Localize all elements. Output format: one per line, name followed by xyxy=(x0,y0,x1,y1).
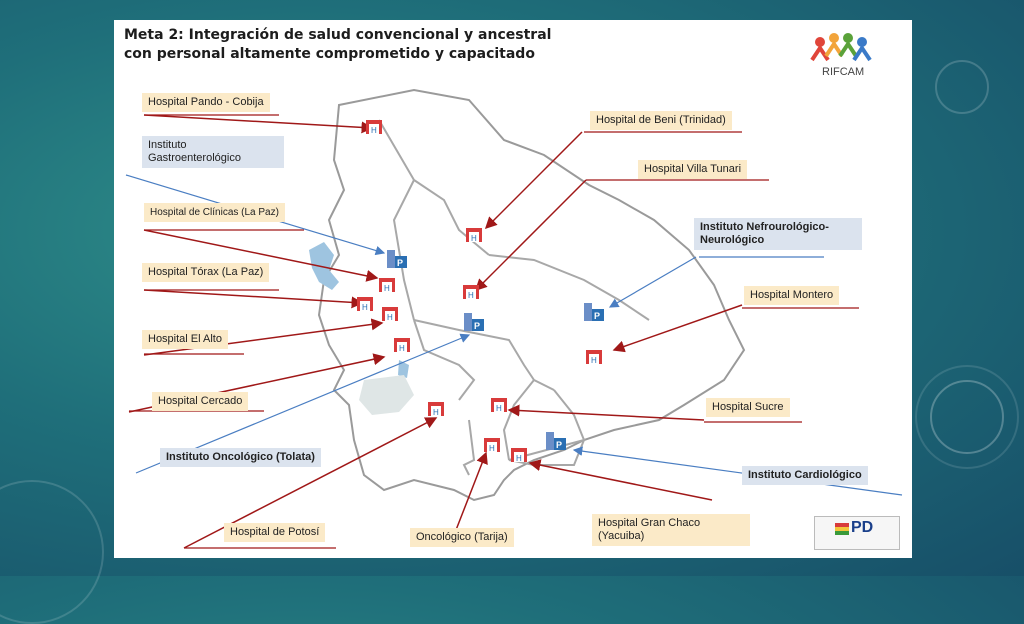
label-line: Gastroenterológico xyxy=(148,152,241,164)
svg-text:H: H xyxy=(371,126,377,135)
label-hospital-potosi: Hospital de Potosí xyxy=(224,523,325,542)
hospital-building-icon xyxy=(379,278,395,293)
hospital-building-icon xyxy=(466,228,482,243)
svg-text:H: H xyxy=(489,444,495,453)
hospital-building-icon xyxy=(491,398,507,413)
hospital-building-icon xyxy=(511,448,527,463)
svg-text:H: H xyxy=(496,404,502,413)
label-hospital-villa-tunari: Hospital Villa Tunari xyxy=(638,160,747,179)
svg-text:P: P xyxy=(556,440,563,450)
svg-text:H: H xyxy=(387,313,393,322)
label-hospital-montero: Hospital Montero xyxy=(744,286,839,305)
svg-text:H: H xyxy=(591,356,597,365)
svg-text:H: H xyxy=(468,291,474,300)
label-line: Instituto xyxy=(148,139,187,151)
label-instituto-cardiologico: Instituto Cardiológico xyxy=(742,466,868,485)
people-logo-icon xyxy=(806,30,876,66)
label-hospital-el-alto: Hospital El Alto xyxy=(142,330,228,349)
svg-text:H: H xyxy=(362,303,368,312)
label-line: Neurológico xyxy=(700,234,765,246)
label-hospital-pando: Hospital Pando - Cobija xyxy=(142,93,270,112)
hospital-building-icon xyxy=(586,350,602,365)
label-line: Hospital Gran Chaco xyxy=(598,517,701,529)
label-hospital-sucre: Hospital Sucre xyxy=(706,398,790,417)
svg-text:H: H xyxy=(399,344,405,353)
hospital-building-icon xyxy=(357,297,373,312)
label-hospital-gran-chaco xyxy=(592,514,750,546)
decorative-circle xyxy=(0,480,104,624)
svg-text:P: P xyxy=(594,311,601,321)
label-oncologico-tarija: Oncológico (Tarija) xyxy=(410,528,514,547)
title-line-2: con personal altamente comprometido y capacitado xyxy=(124,46,535,62)
svg-text:H: H xyxy=(384,284,390,293)
svg-text:H: H xyxy=(516,454,522,463)
rifcam-logo xyxy=(806,30,876,85)
country-outline xyxy=(319,90,744,500)
label-hospital-beni: Hospital de Beni (Trinidad) xyxy=(590,111,732,130)
hospital-building-icon xyxy=(394,338,410,353)
pd-logo-text: PD xyxy=(851,519,874,536)
label-instituto-gastroenterologico xyxy=(142,136,284,168)
svg-text:P: P xyxy=(474,321,481,331)
label-instituto-oncologico-tolata: Instituto Oncológico (Tolata) xyxy=(160,448,321,467)
hospital-building-icon xyxy=(484,438,500,453)
pd-logo xyxy=(814,516,900,550)
label-hospital-torax: Hospital Tórax (La Paz) xyxy=(142,263,269,282)
svg-text:H: H xyxy=(471,234,477,243)
title-line-1: Meta 2: Integración de salud convencional y ancestral xyxy=(124,27,552,43)
label-hospital-cercado: Hospital Cercado xyxy=(152,392,248,411)
label-hospital-clinicas: Hospital de Clínicas (La Paz) xyxy=(144,203,285,222)
label-instituto-nefrourologico xyxy=(694,218,862,250)
svg-text:H: H xyxy=(433,408,439,417)
hospital-building-icon xyxy=(382,307,398,322)
decorative-circle xyxy=(935,60,989,114)
label-line: Instituto Nefrourológico- xyxy=(700,221,829,233)
decorative-circle xyxy=(915,365,1019,469)
hospital-building-icon xyxy=(366,120,382,135)
pd-logo-flag-icon xyxy=(835,523,849,535)
rifcam-logo-text: RIFCAM xyxy=(822,66,865,78)
label-line: (Yacuiba) xyxy=(598,530,645,542)
hospital-building-icon xyxy=(463,285,479,300)
svg-text:P: P xyxy=(397,258,404,268)
slide-content xyxy=(114,20,912,558)
hospital-building-icon xyxy=(428,402,444,417)
